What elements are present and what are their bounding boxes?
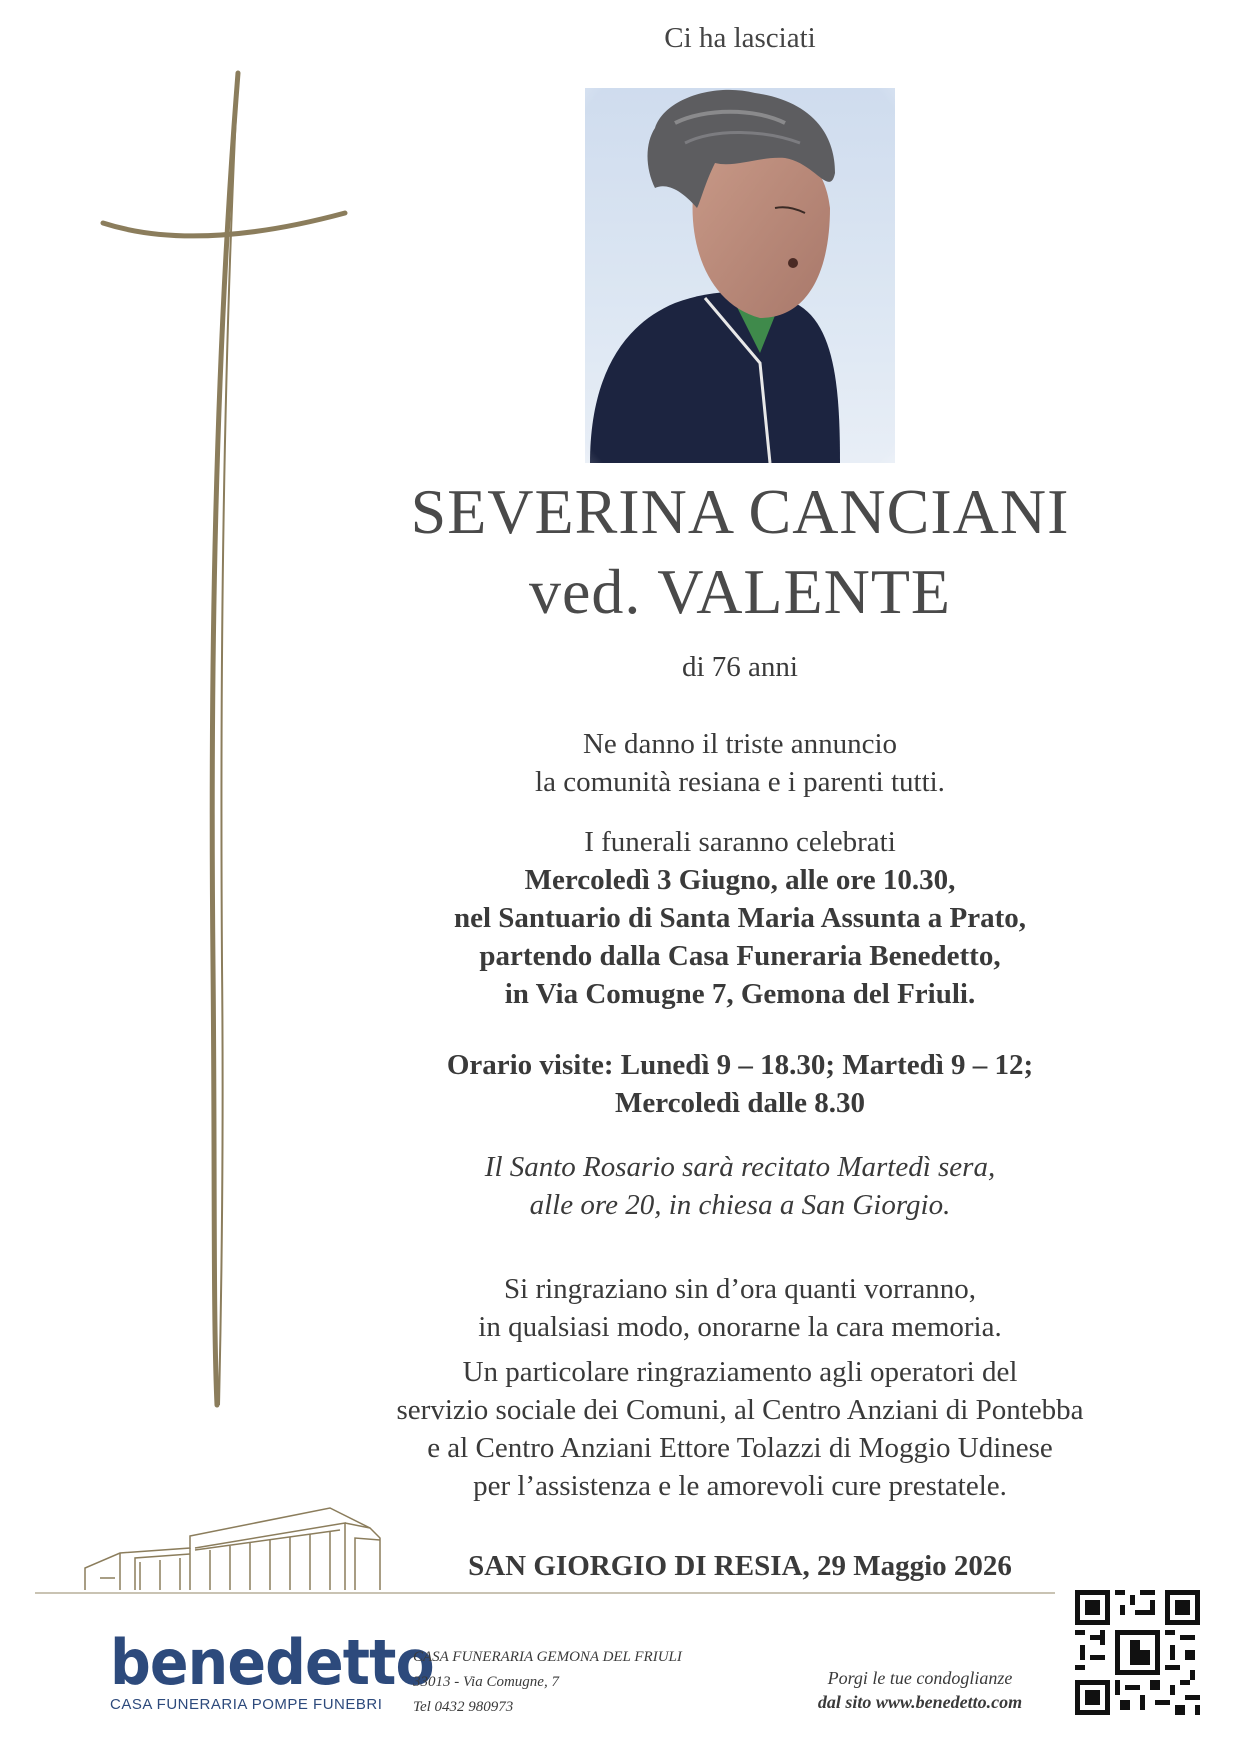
portrait-photo xyxy=(585,88,895,463)
benedetto-logo xyxy=(110,1626,434,1713)
rosary-line: Il Santo Rosario sarà recitato Martedì sera, xyxy=(484,1151,996,1183)
visiting-hours-line: Mercoledì dalle 8.30 xyxy=(615,1087,865,1119)
visiting-hours xyxy=(360,1046,1120,1122)
special-thanks-line: per l’assistenza e le amorevoli cure prestatele. xyxy=(473,1470,1007,1502)
visiting-hours-line: Orario visite: Lunedì 9 – 18.30; Martedì 9 – 12; xyxy=(446,1049,1034,1081)
rosary-notice xyxy=(360,1148,1120,1224)
place-and-date: SAN GIORGIO DI RESIA, 29 Maggio 2026 xyxy=(468,1550,1012,1582)
logo-wordmark: benedetto xyxy=(110,1626,434,1699)
condolences-note xyxy=(755,1666,1085,1714)
contact-info xyxy=(413,1645,743,1720)
announcement-line: la comunità resiana e i parenti tutti. xyxy=(535,766,945,798)
contact-line: 33013 - Via Comugne, 7 xyxy=(413,1674,559,1690)
logo-tagline: CASA FUNERARIA POMPE FUNEBRI xyxy=(110,1696,383,1713)
funeral-detail-line: Mercoledì 3 Giugno, alle ore 10.30, xyxy=(524,864,956,896)
funeral-detail-line: in Via Comugne 7, Gemona del Friuli. xyxy=(504,978,976,1010)
funeral-paragraph xyxy=(360,823,1120,1013)
footer-divider xyxy=(35,1592,1055,1594)
contact-line: Tel 0432 980973 xyxy=(413,1699,514,1715)
thanks-line: in qualsiasi modo, onorarne la cara memoria. xyxy=(478,1311,1002,1343)
special-thanks-paragraph xyxy=(360,1353,1120,1505)
rosary-line: alle ore 20, in chiesa a San Giorgio. xyxy=(529,1189,951,1221)
condolences-line: Porgi le tue condoglianze xyxy=(827,1668,1013,1688)
special-thanks-line: servizio sociale dei Comuni, al Centro Anziani di Pontebba xyxy=(396,1394,1084,1426)
contact-line: CASA FUNERARIA GEMONA DEL FRIULI xyxy=(413,1649,682,1665)
announcement-line: Ne danno il triste annuncio xyxy=(582,728,898,760)
deceased-name: SEVERINA CANCIANI xyxy=(410,476,1070,547)
announcement-paragraph xyxy=(360,725,1120,801)
funeral-home-building-icon xyxy=(80,1478,400,1598)
funeral-intro: I funerali saranno celebrati xyxy=(584,826,896,858)
funeral-detail-line: nel Santuario di Santa Maria Assunta a Prato, xyxy=(454,902,1026,934)
special-thanks-line: Un particolare ringraziamento agli operatori del xyxy=(462,1356,1018,1388)
header-caption: Ci ha lasciati xyxy=(664,22,816,54)
thanks-paragraph xyxy=(360,1270,1120,1346)
cross-icon xyxy=(95,65,355,1425)
qr-code[interactable] xyxy=(1075,1590,1200,1715)
thanks-line: Si ringraziano sin d’ora quanti vorranno, xyxy=(504,1273,976,1305)
funeral-detail-line: partendo dalla Casa Funeraria Benedetto, xyxy=(479,940,1001,972)
deceased-married-name: ved. VALENTE xyxy=(528,556,952,627)
deceased-age: di 76 anni xyxy=(682,651,798,683)
condolences-website-link[interactable]: dal sito www.benedetto.com xyxy=(817,1692,1023,1712)
special-thanks-line: e al Centro Anziani Ettore Tolazzi di Moggio Udinese xyxy=(427,1432,1053,1464)
